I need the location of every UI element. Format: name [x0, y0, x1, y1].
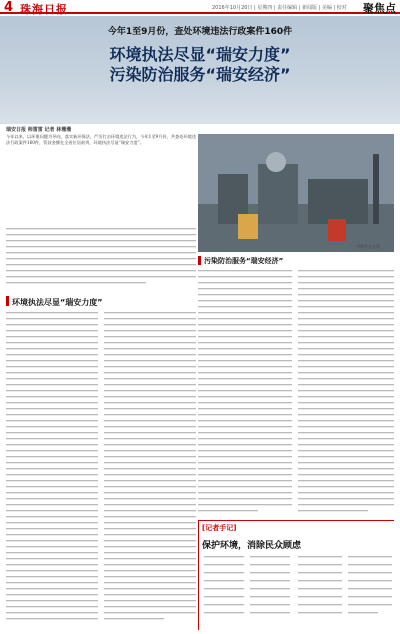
section-name: 聚焦点 — [363, 2, 396, 15]
byline: 瑞安日报 师雷雷 记者 林珊珊 — [6, 127, 72, 133]
headline-title-line2: 污染防治服务“瑞安经济” — [109, 65, 291, 84]
lead-paragraph: 今年以来，以环保问题为导向，落实新环保法，严厉打击环境违法行为，今年1至9月份，共查处环境违法行政案件160件，罚款金额在全省位居前列，环境执法尽显“瑞安力度”。 — [6, 134, 196, 146]
sidebar-kicker: [记者手记] — [202, 524, 237, 532]
headline-title-line1: 环境执法尽显“瑞安力度” — [109, 45, 291, 64]
photo-caption: 韦德奇总先锋 — [356, 244, 380, 249]
headline-kicker: 今年1至9月份，查处环境违法行政案件160件 — [107, 27, 293, 37]
issue-line: 2016年10月20日 | 星期四 | 责任编辑 | 新闻版 | 美编 | 校对 — [212, 5, 347, 11]
section-title-1: 环境执法尽显“瑞安力度” — [12, 298, 103, 307]
paper-logo: 珠海日报 — [20, 3, 68, 16]
page-number: 4 — [4, 0, 14, 15]
section-title-2: 污染防治服务“瑞安经济” — [204, 257, 284, 265]
sidebar-title: 保护环境，消除民众顾虑 — [202, 541, 302, 551]
